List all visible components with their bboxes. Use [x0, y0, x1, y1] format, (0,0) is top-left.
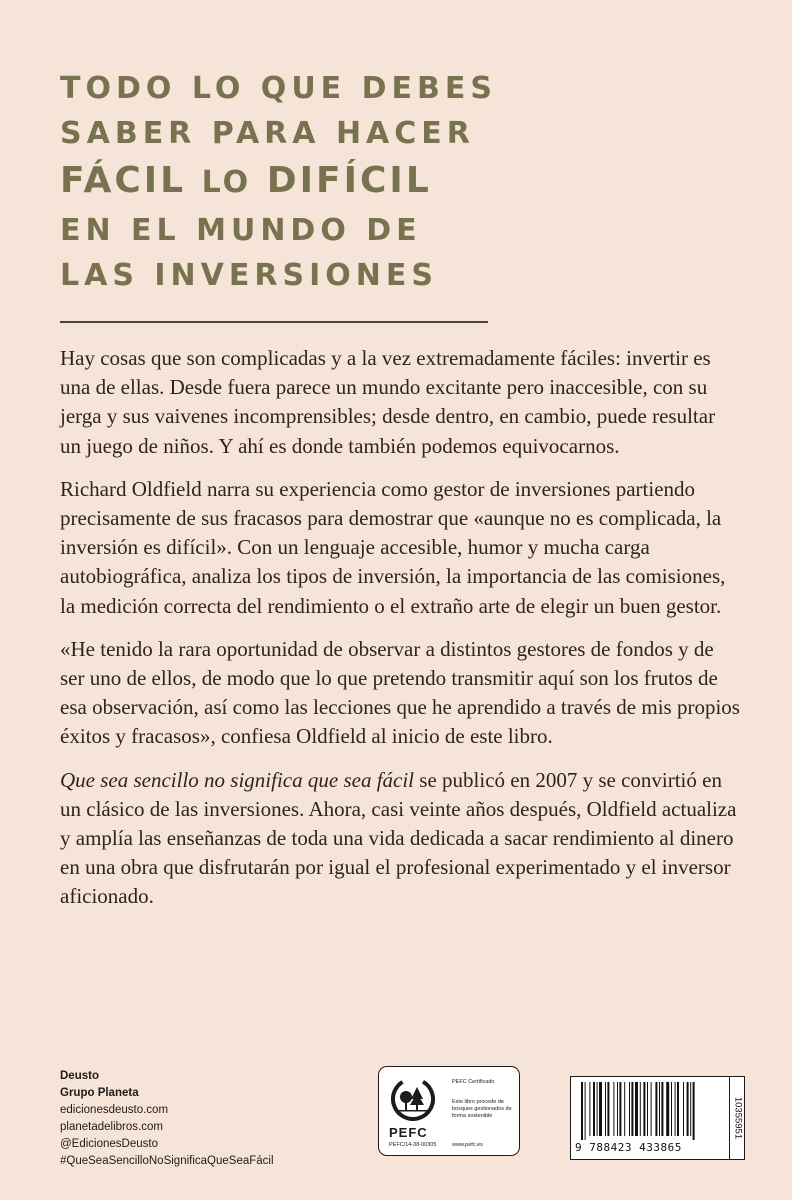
publisher-name: Deusto [60, 1070, 99, 1082]
headline-facil: FÁCIL [60, 160, 187, 201]
pefc-certification [378, 1066, 520, 1156]
blurb-paragraph-4 [60, 766, 740, 912]
publisher-hashtag: #QueSeaSencilloNoSignificaQueSeaFácil [60, 1155, 274, 1167]
pefc-url: www.pefc.es [452, 1142, 483, 1148]
sku-label [729, 1076, 745, 1160]
pefc-name: PEFC [389, 1125, 428, 1140]
barcode-bars-icon [577, 1082, 727, 1140]
blurb-paragraph-3: «He tenido la rara oportunidad de observar a distintos gestores de fondos y de ser uno de ellos, de modo que lo que pretendo transmitir aquí son los frutos de esa observación, así como las lecciones que he aprendido a través de mis propios éxitos y fracasos», confiesa Oldfield al inicio de este libro. [60, 636, 740, 749]
blurb [60, 344, 740, 926]
publisher-site-2: planetadelibros.com [60, 1121, 163, 1133]
pefc-certified: PEFC Certificado [452, 1079, 495, 1085]
headline [60, 66, 560, 298]
publisher-group: Grupo Planeta [60, 1087, 139, 1099]
headline-dificil: DIFÍCIL [266, 160, 432, 201]
pefc-tree-logo-icon [391, 1077, 435, 1121]
publisher-info [60, 1068, 274, 1170]
blurb-paragraph-4-text: se publicó en 2007 y se convirtió en un clásico de las inversiones. Ahora, casi veinte años después, Oldfield actualiza y amplía las enseñanzas de toda una vida dedicada a sacar rendimiento al dinero en una obra que disfrutarán por igual el profesional experimentado y el inversor aficionado. [60, 767, 737, 909]
headline-line-3 [60, 156, 560, 208]
headline-line-4: EN EL MUNDO DE [60, 213, 422, 248]
pefc-code: PEFC/14-38-00305 [389, 1142, 437, 1148]
blurb-paragraph-2: Richard Oldfield narra su experiencia como gestor de inversiones partiendo precisamente de sus fracasos para demostrar que «aunque no es complicada, la inversión es difícil». Con un lenguaje accesible, humor y mucha carga autobiográfica, analiza los tipos de inversión, la importancia de las comisiones, la medición correcta del rendimiento o el extraño arte de elegir un buen gestor. [60, 476, 726, 618]
divider [60, 321, 488, 323]
headline-line-5: LAS INVERSIONES [60, 258, 438, 293]
publisher-site-1: edicionesdeusto.com [60, 1104, 169, 1116]
isbn-barcode [570, 1076, 734, 1160]
pefc-description: Este libro procede de bosques gestionados de forma sostenible [452, 1099, 512, 1119]
publisher-handle: @EdicionesDeusto [60, 1138, 158, 1150]
sku-number: 10355951 [732, 1096, 744, 1140]
headline-line-2: SABER PARA HACER [60, 116, 475, 151]
headline-lo: LO [201, 165, 252, 200]
book-title: Que sea sencillo no significa que sea fácil [60, 767, 415, 792]
blurb-paragraph-1: Hay cosas que son complicadas y a la vez extremadamente fáciles: invertir es una de ellas. Desde fuera parece un mundo excitante pero inaccesible, con su jerga y sus vaivenes incomprensibles; desde dentro, en cambio, puede resultar un juego de niños. Y ahí es donde también podemos equivocarnos. [60, 346, 716, 458]
isbn-digits: 9 788423 433865 [575, 1141, 682, 1154]
headline-line-1: TODO LO QUE DEBES [60, 71, 497, 106]
